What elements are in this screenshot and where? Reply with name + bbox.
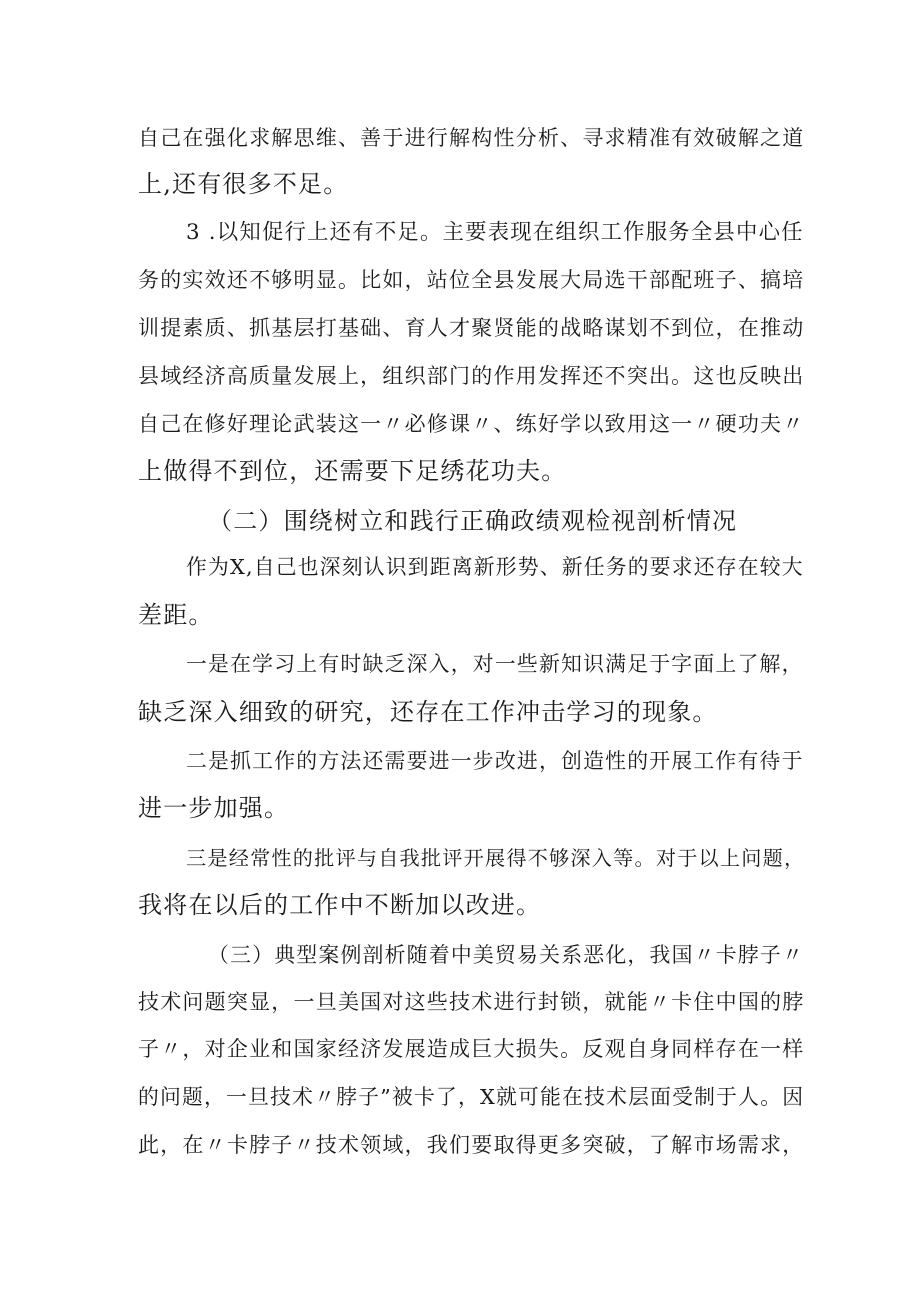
text-line: 自己在修好理论武装这一〃必修课〃、练好学以致用这一〃硬功夫〃: [138, 411, 805, 436]
text-line: 此，在〃卡脖子〃技术领域，我们要取得更多突破，了解市场需求，: [138, 1132, 805, 1157]
text-line: 缺乏深入细致的研究，还存在工作冲击学习的现象。: [138, 698, 718, 726]
text-line: 三是经常性的批评与自我批评开展得不够深入等。对于以上问题，: [186, 846, 806, 870]
text-line: 务的实效还不够明显。比如，站位全县发展大局选干部配班子、搞培: [138, 267, 805, 292]
text-line: 技术问题突显，一旦美国对这些技术进行封锁，就能〃卡住中国的脖: [138, 989, 805, 1014]
section-heading: （二）围绕树立和践行正确政绩观检视剖析情况: [208, 507, 738, 535]
text-line: 县域经济高质量发展上，组织部门的作用发挥还不突出。这也反映出: [138, 363, 805, 388]
text-line: 上,还有很多不足。: [138, 170, 349, 198]
text-line: 3 .以知促行上还有不足。主要表现在组织工作服务全县中心任: [186, 220, 804, 245]
text-line: 训提素质、抓基层打基础、育人才聚贤能的战略谋划不到位，在推动: [138, 315, 805, 340]
section-heading: （三）典型案例剖析随着中美贸易关系恶化，我国〃卡脖子〃: [208, 943, 805, 967]
text-line: 差距。: [138, 601, 214, 629]
text-line: 自己在强化求解思维、善于进行解构性分析、寻求精准有效破解之道: [138, 125, 805, 150]
text-line: 子〃，对企业和国家经济发展造成巨大损失。反观自身同样存在一样: [138, 1036, 805, 1061]
text-line: 的问题，一旦技术〃脖子”被卡了，X就可能在技术层面受制于人。因: [138, 1085, 805, 1109]
text-line: 进一步加强。: [138, 794, 290, 822]
text-line: 上做得不到位，还需要下足绣花功夫。: [138, 457, 567, 485]
text-line: 作为X,自己也深刻认识到距离新形势、新任务的要求还存在较大: [186, 555, 804, 579]
text-line: 我将在以后的工作中不断加以改进。: [138, 891, 542, 919]
text-line: 二是抓工作的方法还需要进一步改进，创造性的开展工作有待于: [186, 749, 804, 773]
text-line: 一是在学习上有时缺乏深入，对一些新知识满足于字面上了解，: [186, 652, 804, 676]
